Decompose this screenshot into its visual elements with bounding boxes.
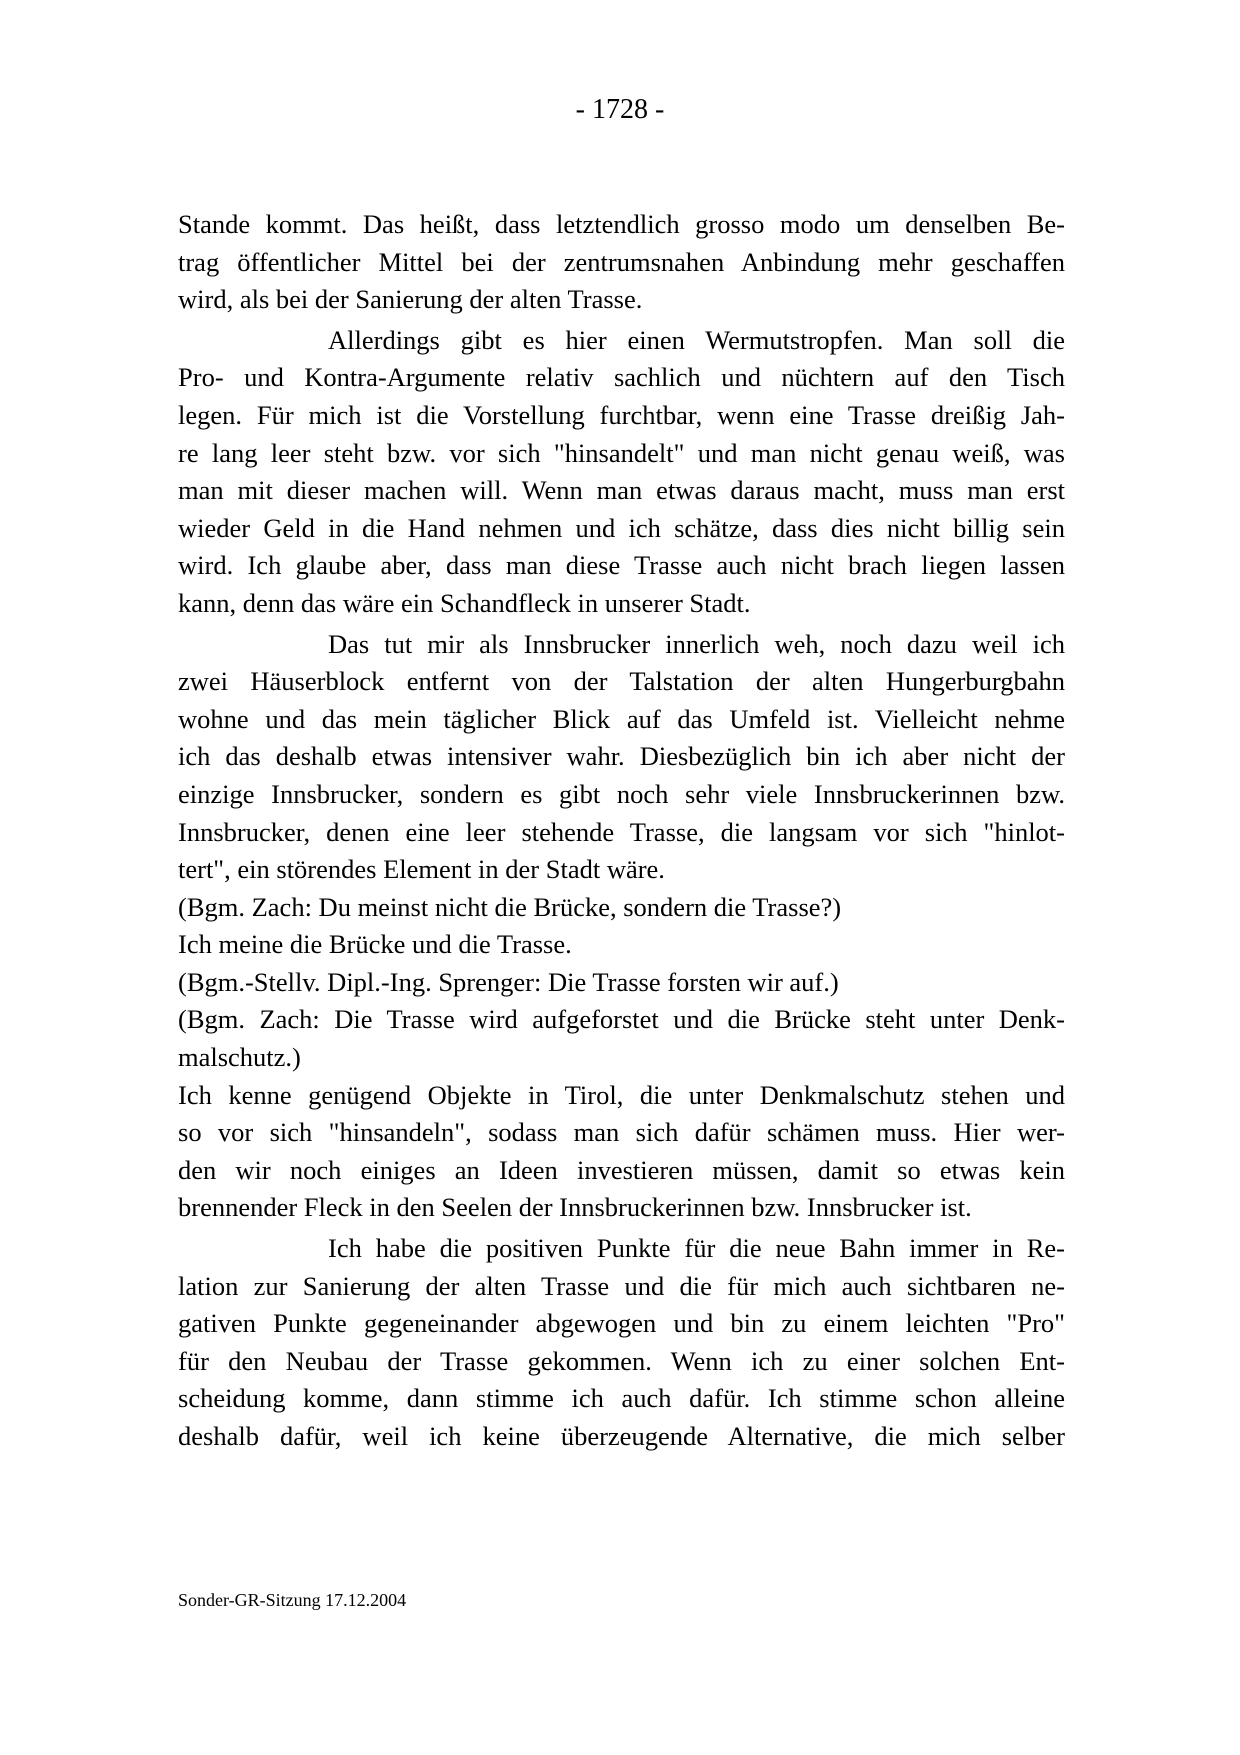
text-line: deshalb dafür, weil ich keine überzeugende Alternative, die mich selber (178, 1421, 1065, 1451)
text-line: Pro- und Kontra-Argumente relativ sachlich und nüchtern auf den Tisch (178, 362, 1065, 393)
text-line: (Bgm.-Stellv. Dipl.-Ing. Sprenger: Die Trasse forsten wir auf.) (178, 966, 839, 997)
text-line: brennender Fleck in den Seelen der Innsbruckerinnen bzw. Innsbrucker ist. (178, 1192, 972, 1223)
page-number: - 1728 - (575, 94, 665, 125)
text-line: wird. Ich glaube aber, dass man diese Trasse auch nicht brach liegen lassen (178, 550, 1065, 581)
page-footer: Sonder-GR-Sitzung 17.12.2004 (178, 1590, 407, 1610)
text-line: legen. Für mich ist die Vorstellung furchtbar, wenn eine Trasse dreißig Jah- (178, 399, 1065, 430)
text-line: man mit dieser machen will. Wenn man etwas daraus macht, muss man erst (178, 475, 1065, 506)
text-line: trag öffentlicher Mittel bei der zentrumsnahen Anbindung mehr geschaffen (178, 246, 1065, 277)
paragraph-first-line: Ich habe die positiven Punkte für die neue Bahn immer in Re- (328, 1233, 1065, 1264)
text-line: (Bgm. Zach: Die Trasse wird aufgeforstet und die Brücke steht unter Denk- (178, 1004, 1065, 1035)
text-line: einzige Innsbrucker, sondern es gibt noch sehr viele Innsbruckerinnen bzw. (178, 778, 1065, 809)
text-line: Ich meine die Brücke und die Trasse. (178, 929, 572, 960)
text-line: tert", ein störendes Element in der Stadt wäre. (178, 854, 665, 885)
text-line: wird, als bei der Sanierung der alten Trasse. (178, 284, 643, 315)
text-line: ich das deshalb etwas intensiver wahr. Diesbezüglich bin ich aber nicht der (178, 741, 1065, 772)
text-line: wohne und das mein täglicher Blick auf das Umfeld ist. Vielleicht nehme (178, 703, 1065, 734)
text-line: Ich kenne genügend Objekte in Tirol, die unter Denkmalschutz stehen und (178, 1079, 1065, 1110)
paragraph-first-line: Allerdings gibt es hier einen Wermutstropfen. Man soll die (328, 324, 1065, 355)
text-line: malschutz.) (178, 1042, 301, 1073)
text-line: lation zur Sanierung der alten Trasse und die für mich auch sichtbaren ne- (178, 1270, 1065, 1301)
text-line: Stande kommt. Das heißt, dass letztendlich grosso modo um denselben Be- (178, 209, 1065, 239)
text-line: gativen Punkte gegeneinander abgewogen und bin zu einem leichten "Pro" (178, 1308, 1065, 1339)
text-line: den wir noch einiges an Ideen investieren müssen, damit so etwas kein (178, 1154, 1065, 1185)
text-line: re lang leer steht bzw. vor sich "hinsandelt" und man nicht genau weiß, was (178, 437, 1065, 468)
body-text (178, 206, 1065, 1456)
text-line: zwei Häuserblock entfernt von der Talstation der alten Hungerburgbahn (178, 666, 1065, 697)
text-line: scheidung komme, dann stimme ich auch dafür. Ich stimme schon alleine (178, 1383, 1065, 1414)
text-line: (Bgm. Zach: Du meinst nicht die Brücke, sondern die Trasse?) (178, 891, 842, 922)
text-line: für den Neubau der Trasse gekommen. Wenn ich zu einer solchen Ent- (178, 1345, 1065, 1376)
text-line: so vor sich "hinsandeln", sodass man sich dafür schämen muss. Hier wer- (178, 1117, 1065, 1148)
text-line: wieder Geld in die Hand nehmen und ich schätze, dass dies nicht billig sein (178, 512, 1065, 543)
text-line: Innsbrucker, denen eine leer stehende Trasse, die langsam vor sich "hinlot- (178, 816, 1065, 847)
paragraph-first-line: Das tut mir als Innsbrucker innerlich weh, noch dazu weil ich (328, 628, 1065, 659)
text-line: kann, denn das wäre ein Schandfleck in unserer Stadt. (178, 587, 751, 618)
